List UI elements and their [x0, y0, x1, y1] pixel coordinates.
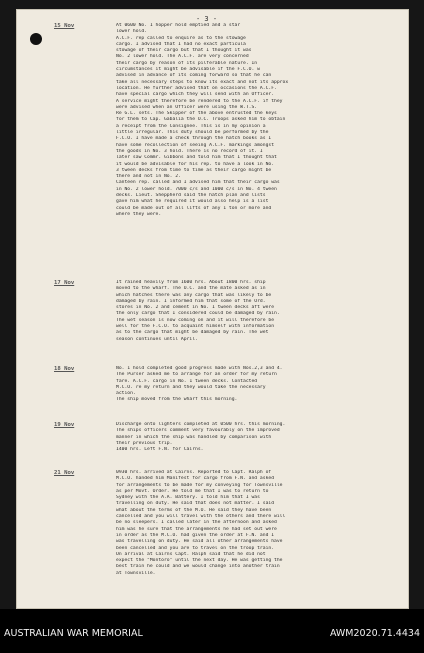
- entry-line: cancelled and you will travel with the others and there will: [116, 514, 286, 520]
- entry-line: 3 tween decks from time to time as their cargo might be: [116, 167, 272, 173]
- entry-line: It rained heavily from 1600 hrs. About 1800 hrs. ship: [116, 280, 266, 285]
- entry-line: be no sleepers. I called later in the afternoon and asked: [116, 520, 277, 526]
- entry-line: their previous trip.: [116, 440, 173, 446]
- entry-line: which hatches there was any cargo that was likely to be: [116, 292, 272, 298]
- entry-line: where they were.: [116, 211, 162, 217]
- entry-line: could be made out of all lifts of any 1 ton or more and: [116, 205, 272, 211]
- entry-line: 1400 hrs. Left F.N. for Cairns.: [116, 447, 204, 453]
- entry-body: [116, 23, 402, 218]
- entry-line: best train he could and we would change into another train: [116, 564, 280, 570]
- entry-line: M.C.O. re my return and they would take the necessary: [116, 384, 266, 390]
- entry-line: A service might therefore be rendered to the A.C.F. if they: [116, 98, 283, 104]
- entry-line: The wet season is now coming on and it will therefore be: [116, 317, 275, 323]
- entry-line: location. He further advised that on occasions the A.C.F.: [116, 85, 277, 91]
- entry-line: have special cargo which they will send with an Officer.: [116, 92, 275, 98]
- entry-line: stowage of their cargo but that I thought it was: [116, 48, 252, 54]
- entry-line: Re G.L. sets. The Skipper of the above entrusted the keys: [116, 111, 277, 117]
- entry-line: Discharge onto lighters completed at 0500 hrs. this morning.: [116, 422, 286, 427]
- entry-date: 17 Nov: [54, 280, 75, 286]
- entry-line: fare. A.C.F. cargo in No. 1 tween decks. Contacted: [116, 378, 258, 384]
- entry-date: 15 Nov: [54, 23, 75, 29]
- entry-line: for them to Cap. Gabalia the O.C. Troops asked him to obtain: [116, 117, 286, 123]
- entry-line: season continues until April.: [116, 336, 198, 342]
- entry-line: been cancelled and you are to travel on the troop train.: [116, 545, 275, 551]
- entry-line: The ships officers comment very favourably on the improved: [116, 428, 280, 434]
- entry-line: later saw Commr. Gibbons and told him that I thought that: [116, 155, 277, 161]
- entry-line: No. 2 lower hold. The A.C.F. are very concerned: [116, 54, 249, 60]
- entry-line: what about the terms of the M.O. He said they have been: [116, 507, 272, 513]
- entry-line: No. 1 hold completed good progress made with Nos.2,3 and 4.: [116, 366, 283, 371]
- entry-line: as to the cargo that might be damaged by rain. The wet: [116, 330, 269, 336]
- entry-line: Canteen rep. called and I advised him that their cargo was: [116, 180, 280, 186]
- entry-line: action.: [116, 391, 136, 397]
- entry-line: their cargo by reason of its pilferable nature. In: [116, 60, 258, 66]
- entry-line: a receipt from the Consignee. This is in my opinion a: [116, 123, 266, 129]
- entry-line: gave him what he required it would also help is a list: [116, 199, 269, 205]
- entry-line: lower hold.: [116, 29, 148, 35]
- entry-line: On arrival at Cairns Capt. Ralph said that he did not: [116, 551, 266, 557]
- entry-line: expect the "Montoro" until the next day. He was getting the: [116, 558, 283, 564]
- entry-line: have some recollection of seeing A.C.F. markings amongst: [116, 142, 275, 148]
- entry-line: little irregular. This duty should be performed by the: [116, 130, 269, 136]
- entry-body: [116, 422, 402, 453]
- entry-line: 0930 hrs. arrived at Cairns. Reported to Capt. Ralph of: [116, 470, 272, 475]
- entry-line: The ship moved from the wharf this morning.: [116, 397, 238, 403]
- entry-line: was travelling on duty. He said all other arrangements have: [116, 539, 283, 545]
- entry-line: advised in advance of its coming forward so that he can: [116, 73, 272, 79]
- entry-line: A.C.F. rep called to enquire as to the stowage: [116, 35, 246, 41]
- archive-footer: [0, 609, 424, 653]
- entry-line: him was he sure that the arrangements he had set out were: [116, 526, 277, 532]
- entry-line: M.C.O. handed him Manifest for cargo from F.N. and asked: [116, 476, 275, 482]
- accession-number: AWM2020.71.4434: [329, 628, 420, 639]
- entry-line: circumstances it might be advisable if the F.C.O. w: [116, 67, 260, 73]
- entry-date: 18 Nov: [54, 366, 75, 372]
- entry-line: the goods in No. 3 hold. There is no record of it. I: [116, 148, 263, 154]
- entry-body: [116, 470, 402, 577]
- entry-line: stores in No. 2 and cement in No. 1 tween decks aft were: [116, 305, 275, 311]
- entry-line: in No. 2 lower hold. 7000 c/s and 1000 c/s in No. 4 tween: [116, 186, 277, 192]
- entry-date: 19 Nov: [54, 422, 75, 428]
- entry-line: Sydney with the A.A. Battery. I told him that I was: [116, 495, 260, 501]
- entry-line: well for the F.C.O. to acquaint himself with information: [116, 324, 275, 330]
- entry-line: manner in which the ship was handled by comparison with: [116, 434, 272, 440]
- entry-line: damaged by rain. I informed him that some of the Ord.: [116, 298, 266, 304]
- page-number: - 3 -: [196, 15, 218, 23]
- entry-line: were advised when an Officer were using the W.T.S.: [116, 104, 258, 110]
- archive-name: AUSTRALIAN WAR MEMORIAL: [4, 628, 143, 639]
- entry-line: in order as the M.C.O. had given the order at F.N. and I: [116, 532, 275, 538]
- entry-line: cargo. I advised that I had no exact particula: [116, 41, 246, 47]
- entry-line: there and not in No. 2.: [116, 174, 181, 180]
- punch-hole: [30, 33, 42, 45]
- document-page: [16, 9, 409, 609]
- entry-line: it would be advisable for his rep. to have a look in No.: [116, 161, 275, 167]
- entry-line: The Purser asked me to arrange for an order for my return: [116, 372, 277, 378]
- entry-line: travelling on duty. He said that does not matter. I said: [116, 501, 275, 507]
- entry-line: moved to the wharf. The O.C. and the mate asked as in: [116, 286, 266, 292]
- entry-line: at Townsville.: [116, 570, 156, 576]
- entry-line: At 0600 No. 1 hopper hold emptied and a star: [116, 23, 241, 28]
- entry-line: F.C.O. I have made a check through the hatch books as I: [116, 136, 272, 142]
- entry-date: 21 Nov: [54, 470, 75, 476]
- entry-line: the only cargo that I considered could be damaged by rain.: [116, 311, 280, 317]
- entry-line: take all necessary steps to know its exact and not its approx: [116, 79, 289, 85]
- entry-line: decks. Lieut. Sheppherd said the hatch plan and lists: [116, 193, 266, 199]
- entry-body: [116, 280, 402, 343]
- entry-line: for arrangements to be made for my conveying for Townsville: [116, 482, 283, 488]
- entry-line: as per Movt. Order. He told me that I was to return to: [116, 488, 269, 494]
- entry-body: [116, 366, 402, 404]
